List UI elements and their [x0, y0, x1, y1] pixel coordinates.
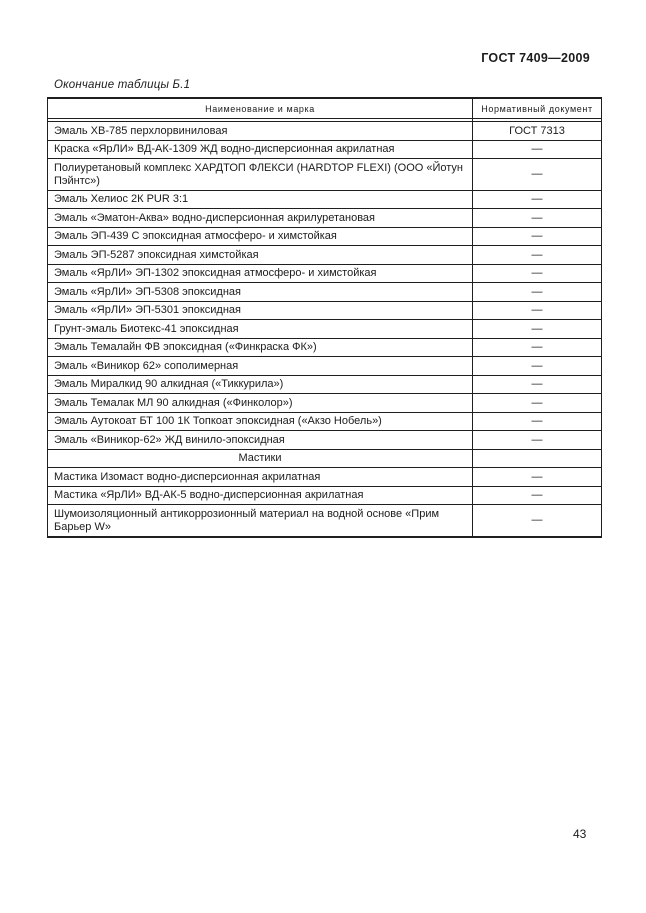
material-name-cell: Мастика Изомаст водно-дисперсионная акрилатная	[48, 468, 473, 487]
material-name-cell: Эмаль Темалайн ФВ эпоксидная («Финкраска ФК»)	[48, 338, 473, 357]
material-name-cell: Эмаль ЭП-439 С эпоксидная атмосферо- и химстойкая	[48, 227, 473, 246]
column-header-document: Нормативный документ	[473, 98, 602, 119]
table-row	[48, 264, 602, 283]
material-name-cell: Эмаль ЭП-5287 эпоксидная химстойкая	[48, 246, 473, 265]
material-name-cell: Эмаль ХВ-785 перхлорвиниловая	[48, 122, 473, 141]
normative-document-cell: —	[473, 357, 602, 376]
material-name-cell: Эмаль Миралкид 90 алкидная («Тиккурила»)	[48, 375, 473, 394]
column-header-name: Наименование и марка	[48, 98, 473, 119]
table-row	[48, 468, 602, 487]
table-row	[48, 431, 602, 450]
table-row	[48, 357, 602, 376]
table-caption: Окончание таблицы Б.1	[54, 79, 191, 91]
normative-document-cell: —	[473, 159, 602, 191]
material-name-cell: Грунт-эмаль Биотекс-41 эпоксидная	[48, 320, 473, 339]
normative-document-cell: —	[473, 283, 602, 302]
normative-document-cell: —	[473, 505, 602, 537]
table-section-row	[48, 449, 602, 468]
table-row	[48, 159, 602, 191]
normative-document-cell: —	[473, 338, 602, 357]
normative-document-cell: —	[473, 246, 602, 265]
normative-document-cell: —	[473, 320, 602, 339]
section-title-cell: Мастики	[48, 449, 473, 468]
table-row	[48, 190, 602, 209]
table-row	[48, 320, 602, 339]
material-name-cell: Шумоизоляционный антикоррозионный материал на водной основе «Прим Барьер W»	[48, 505, 473, 537]
table-body	[48, 122, 602, 537]
material-name-cell: Эмаль «Эматон-Аква» водно-дисперсионная акрилуретановая	[48, 209, 473, 228]
table-row	[48, 140, 602, 159]
materials-table	[47, 97, 602, 538]
material-name-cell: Эмаль Хелиос 2К PUR 3:1	[48, 190, 473, 209]
standard-reference: ГОСТ 7409—2009	[481, 51, 590, 65]
table-row	[48, 505, 602, 537]
table-row	[48, 338, 602, 357]
material-name-cell: Эмаль Аутокоат БТ 100 1К Топкоат эпоксидная («Акзо Нобель»)	[48, 412, 473, 431]
normative-document-cell	[473, 449, 602, 468]
table-row	[48, 301, 602, 320]
normative-document-cell: —	[473, 375, 602, 394]
normative-document-cell: —	[473, 486, 602, 505]
table-row	[48, 394, 602, 413]
material-name-cell: Краска «ЯрЛИ» ВД-АК-1309 ЖД водно-дисперсионная акрилатная	[48, 140, 473, 159]
normative-document-cell: —	[473, 264, 602, 283]
table-row	[48, 122, 602, 141]
normative-document-cell: —	[473, 301, 602, 320]
normative-document-cell: —	[473, 394, 602, 413]
normative-document-cell: —	[473, 412, 602, 431]
table-row	[48, 486, 602, 505]
table-row	[48, 246, 602, 265]
page-number: 43	[573, 827, 587, 841]
normative-document-cell: ГОСТ 7313	[473, 122, 602, 141]
table-row	[48, 283, 602, 302]
normative-document-cell: —	[473, 190, 602, 209]
material-name-cell: Эмаль «ЯрЛИ» ЭП-5308 эпоксидная	[48, 283, 473, 302]
table-row	[48, 209, 602, 228]
table-row	[48, 412, 602, 431]
normative-document-cell: —	[473, 468, 602, 487]
material-name-cell: Эмаль «ЯрЛИ» ЭП-1302 эпоксидная атмосферо- и химстойкая	[48, 264, 473, 283]
normative-document-cell: —	[473, 209, 602, 228]
table-header-row	[48, 98, 602, 119]
table-row	[48, 375, 602, 394]
material-name-cell: Эмаль Темалак МЛ 90 алкидная («Финколор»)	[48, 394, 473, 413]
material-name-cell: Эмаль «ЯрЛИ» ЭП-5301 эпоксидная	[48, 301, 473, 320]
normative-document-cell: —	[473, 227, 602, 246]
normative-document-cell: —	[473, 140, 602, 159]
material-name-cell: Эмаль «Виникор-62» ЖД винило-эпоксидная	[48, 431, 473, 450]
normative-document-cell: —	[473, 431, 602, 450]
material-name-cell: Мастика «ЯрЛИ» ВД-АК-5 водно-дисперсионная акрилатная	[48, 486, 473, 505]
table-row	[48, 227, 602, 246]
material-name-cell: Полиуретановый комплекс ХАРДТОП ФЛЕКСИ (HARDTOP FLEXI) (ООО «Йотун Пэйнтс»)	[48, 159, 473, 191]
material-name-cell: Эмаль «Виникор 62» сополимерная	[48, 357, 473, 376]
